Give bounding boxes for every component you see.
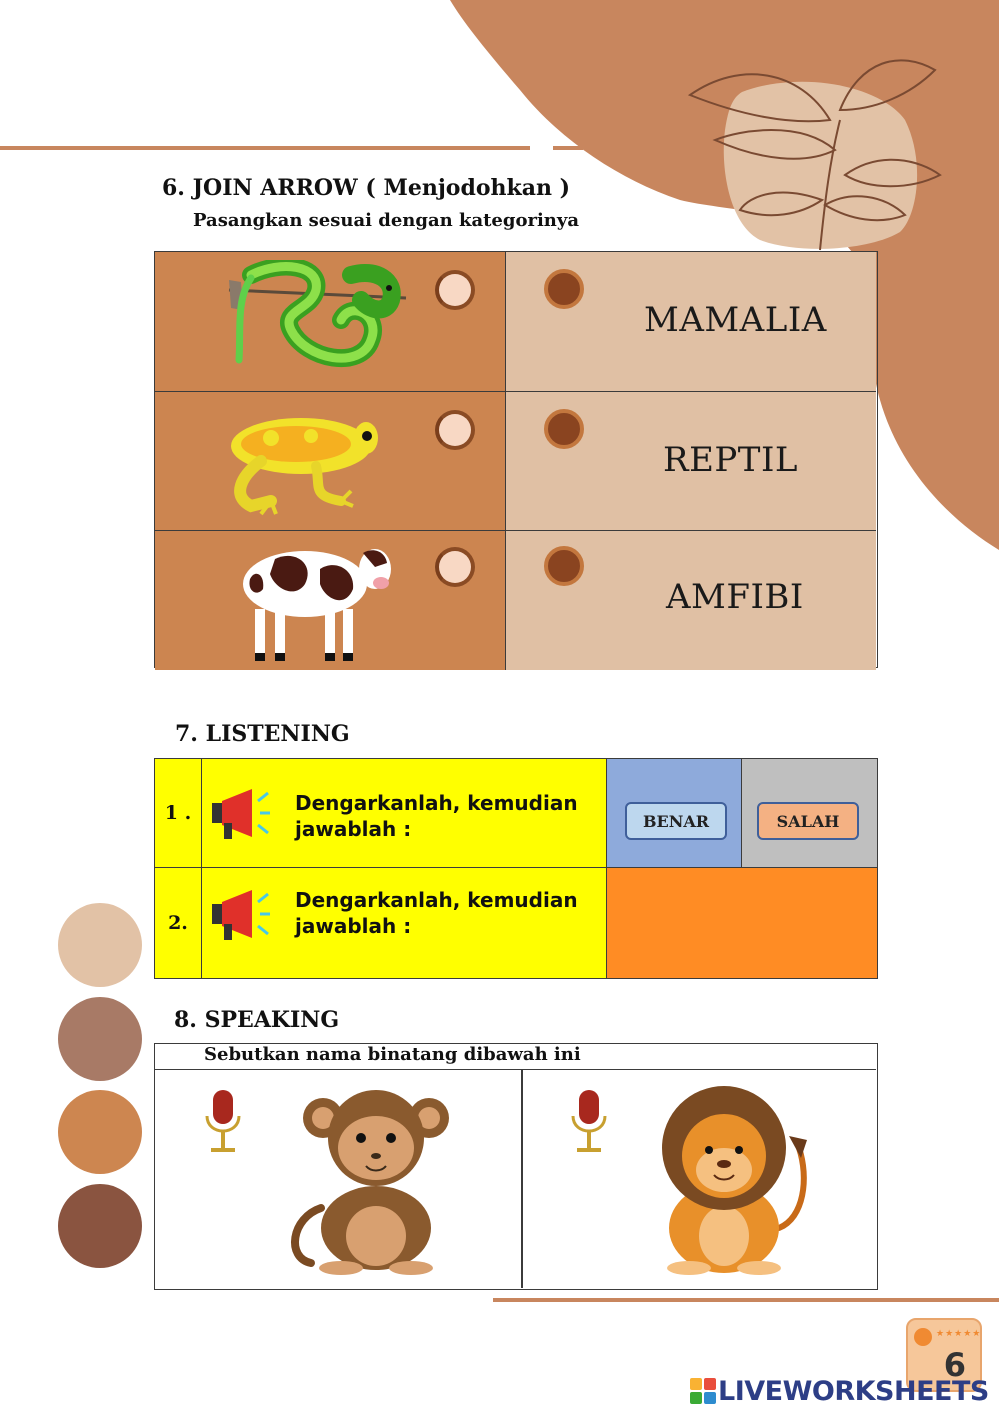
category-label-mamalia: MAMALIA xyxy=(644,300,827,340)
answer-dropzone[interactable] xyxy=(606,867,878,979)
speaking-box xyxy=(154,1043,878,1290)
listening-prompt-cell xyxy=(201,867,607,979)
item-number: 1 . xyxy=(154,758,202,868)
monkey-icon xyxy=(281,1088,471,1278)
speaking-divider xyxy=(521,1070,523,1288)
speaking-instruction: Sebutkan nama binatang dibawah ini xyxy=(204,1044,581,1065)
match-point-right-3[interactable] xyxy=(544,546,584,586)
section-6-heading: 6. JOIN ARROW ( Menjodohkan ) xyxy=(162,175,571,201)
listening-instruction xyxy=(295,887,578,939)
megaphone-icon[interactable] xyxy=(210,783,270,843)
badge-dot-icon xyxy=(914,1328,932,1346)
snake-icon xyxy=(221,260,411,380)
speaking-instruction-row xyxy=(155,1044,876,1070)
liveworksheets-wordmark: LIVEWORKSHEETS xyxy=(718,1375,989,1407)
section-8-heading: 8. SPEAKING xyxy=(174,1007,340,1033)
item-number: 2. xyxy=(154,867,202,979)
frog-icon xyxy=(221,406,391,516)
badge-stars: ★★★★★ xyxy=(936,1329,982,1339)
listening-instruction-line2: jawablah : xyxy=(295,914,412,938)
swatch-copper xyxy=(58,1090,142,1174)
category-cell xyxy=(506,531,876,670)
match-point-left-1[interactable] xyxy=(435,270,475,310)
cow-icon xyxy=(235,539,405,667)
microphone-icon[interactable] xyxy=(201,1088,245,1160)
liveworksheets-logo[interactable] xyxy=(690,1374,989,1408)
match-point-left-2[interactable] xyxy=(435,410,475,450)
page-number: 6 xyxy=(943,1346,966,1384)
category-cell xyxy=(506,252,876,391)
listening-instruction xyxy=(295,790,578,842)
match-point-right-1[interactable] xyxy=(544,269,584,309)
match-point-right-2[interactable] xyxy=(544,409,584,449)
listening-prompt-cell xyxy=(201,758,607,868)
swatch-light-tan xyxy=(58,903,142,987)
section-7-heading: 7. LISTENING xyxy=(175,721,350,747)
swatch-dark-brown xyxy=(58,1184,142,1268)
join-row xyxy=(155,391,876,530)
listening-table xyxy=(154,758,878,979)
answer-cell-salah xyxy=(741,758,878,868)
benar-button[interactable]: BENAR xyxy=(625,802,727,840)
liveworksheets-mark-icon xyxy=(690,1378,716,1404)
match-point-left-3[interactable] xyxy=(435,547,475,587)
listening-instruction-line1: Dengarkanlah, kemudian xyxy=(295,888,578,912)
listening-instruction-line2: jawablah : xyxy=(295,817,412,841)
join-row xyxy=(155,252,876,391)
listening-instruction-line1: Dengarkanlah, kemudian xyxy=(295,791,578,815)
swatch-mauve xyxy=(58,997,142,1081)
category-cell xyxy=(506,392,876,531)
join-row xyxy=(155,530,876,669)
section-6-instruction: Pasangkan sesuai dengan kategorinya xyxy=(193,210,579,231)
lion-icon xyxy=(639,1078,819,1278)
answer-cell-benar xyxy=(606,758,742,868)
microphone-icon[interactable] xyxy=(567,1088,611,1160)
salah-button[interactable]: SALAH xyxy=(757,802,859,840)
join-arrow-table xyxy=(154,251,878,668)
megaphone-icon[interactable] xyxy=(210,884,270,944)
category-label-reptil: REPTIL xyxy=(663,440,798,480)
category-label-amfibi: AMFIBI xyxy=(666,577,804,617)
